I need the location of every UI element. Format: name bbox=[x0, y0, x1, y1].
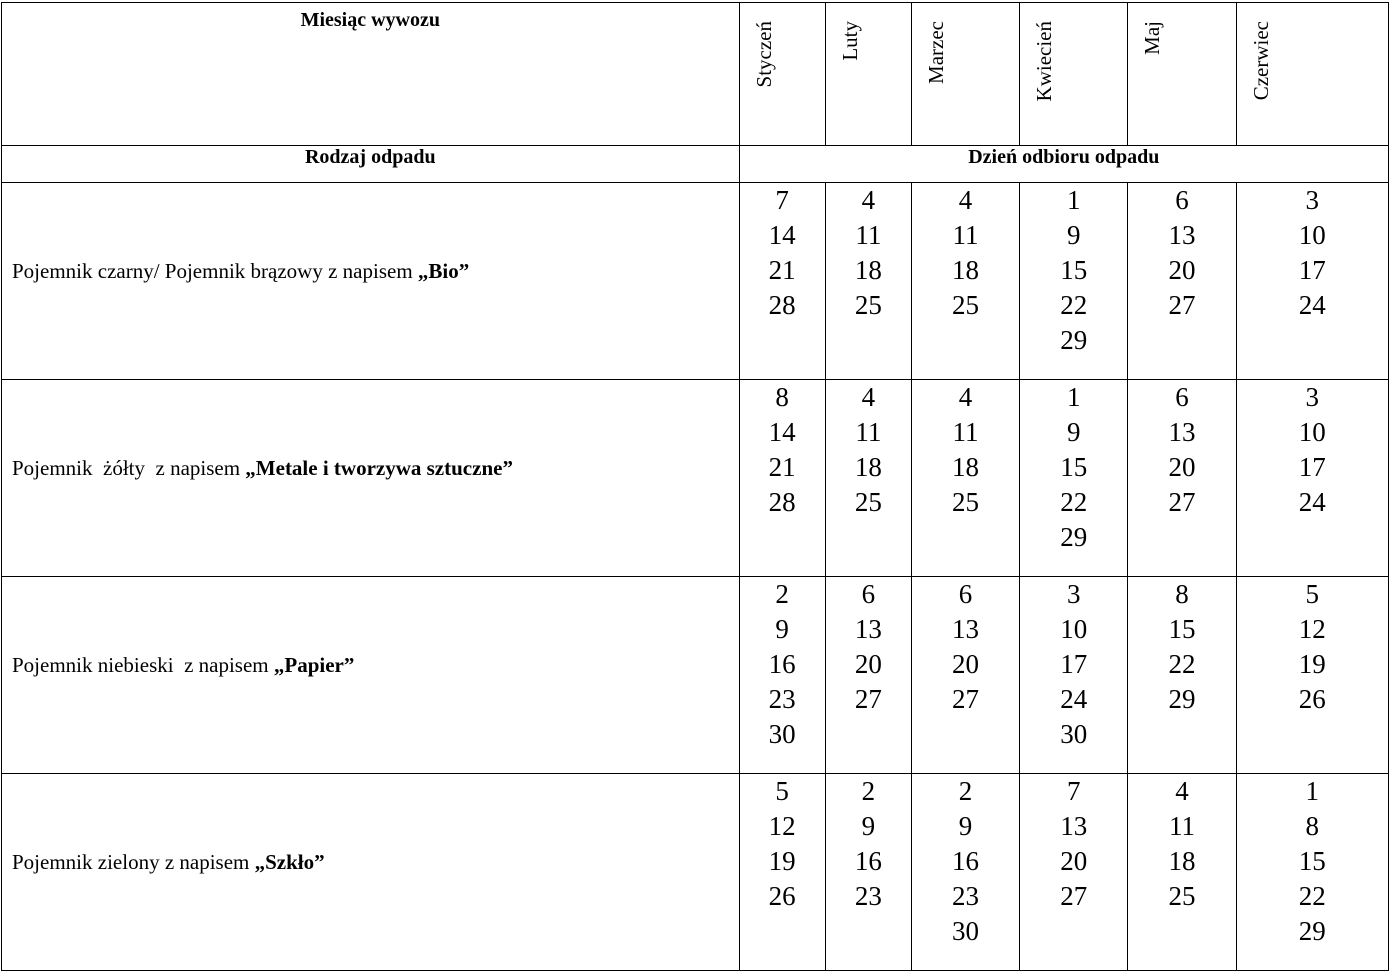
waste-type-label bbox=[2, 774, 740, 971]
pickup-day: 4 bbox=[1175, 776, 1189, 806]
pickup-day: 4 bbox=[958, 185, 973, 215]
month-header-cell bbox=[739, 3, 825, 146]
pickup-day: 29 bbox=[1168, 684, 1196, 714]
pickup-day: 18 bbox=[952, 452, 980, 482]
pickup-day: 24 bbox=[1060, 684, 1088, 714]
pickup-days-cell bbox=[911, 380, 1019, 577]
month-header-cell bbox=[1236, 3, 1388, 146]
pickup-day: 6 bbox=[1175, 382, 1189, 412]
pickup-day: 30 bbox=[768, 719, 796, 749]
pickup-day: 22 bbox=[1060, 290, 1088, 320]
pickup-days-cell bbox=[1020, 577, 1128, 774]
pickup-day: 9 bbox=[1067, 417, 1081, 447]
pickup-day: 2 bbox=[861, 776, 876, 806]
pickup-day: 4 bbox=[958, 382, 973, 412]
pickup-day: 25 bbox=[1168, 881, 1196, 911]
waste-type-label-text: Pojemnik żółty z napisem bbox=[12, 455, 246, 480]
pickup-day: 25 bbox=[952, 487, 980, 517]
pickup-day: 27 bbox=[1060, 881, 1088, 911]
pickup-day: 9 bbox=[958, 811, 973, 841]
pickup-day: 16 bbox=[768, 649, 796, 679]
pickup-day: 16 bbox=[854, 846, 882, 876]
pickup-day: 24 bbox=[1298, 487, 1326, 517]
pickup-days-cell bbox=[1020, 380, 1128, 577]
pickup-day: 27 bbox=[1168, 290, 1196, 320]
pickup-day: 29 bbox=[1298, 916, 1326, 946]
pickup-days-cell bbox=[1236, 774, 1388, 971]
pickup-day-title: Dzień odbioru odpadu bbox=[739, 146, 1388, 183]
pickup-days-cell bbox=[1128, 380, 1236, 577]
pickup-day: 28 bbox=[768, 290, 796, 320]
pickup-day: 11 bbox=[1168, 811, 1195, 841]
pickup-day: 13 bbox=[1168, 417, 1196, 447]
pickup-day: 13 bbox=[1168, 220, 1196, 250]
pickup-day: 22 bbox=[1168, 649, 1196, 679]
pickup-day: 18 bbox=[854, 255, 882, 285]
pickup-days-cell bbox=[1236, 380, 1388, 577]
table-row bbox=[2, 380, 1389, 577]
pickup-days-cell bbox=[739, 183, 825, 380]
pickup-day: 20 bbox=[854, 649, 882, 679]
pickup-day: 18 bbox=[1168, 846, 1196, 876]
month-header-cell bbox=[825, 3, 911, 146]
pickup-day: 7 bbox=[775, 185, 789, 215]
pickup-days-cell bbox=[825, 183, 911, 380]
pickup-day: 22 bbox=[1060, 487, 1088, 517]
pickup-day: 15 bbox=[1060, 452, 1088, 482]
month-title: Miesiąc wywozu bbox=[2, 3, 740, 146]
pickup-day: 11 bbox=[952, 220, 979, 250]
pickup-day: 11 bbox=[855, 417, 882, 447]
pickup-days-cell bbox=[739, 774, 825, 971]
pickup-day: 12 bbox=[1298, 614, 1326, 644]
pickup-day: 9 bbox=[775, 614, 789, 644]
waste-type-label bbox=[2, 183, 740, 380]
pickup-day: 10 bbox=[1060, 614, 1088, 644]
pickup-day: 8 bbox=[1175, 579, 1189, 609]
pickup-day: 13 bbox=[952, 614, 980, 644]
pickup-day: 4 bbox=[861, 185, 876, 215]
pickup-days-cell bbox=[1128, 577, 1236, 774]
pickup-day: 15 bbox=[1168, 614, 1196, 644]
pickup-day: 11 bbox=[952, 417, 979, 447]
pickup-day: 17 bbox=[1298, 255, 1326, 285]
pickup-days-cell bbox=[825, 577, 911, 774]
pickup-day: 8 bbox=[775, 382, 789, 412]
waste-type-tag: „Papier” bbox=[273, 652, 355, 677]
pickup-days-cell bbox=[911, 774, 1019, 971]
pickup-day: 2 bbox=[775, 579, 789, 609]
pickup-day: 19 bbox=[1298, 649, 1326, 679]
pickup-day: 15 bbox=[1298, 846, 1326, 876]
pickup-day: 10 bbox=[1298, 220, 1326, 250]
waste-type-tag: „Metale i tworzywa sztuczne” bbox=[245, 455, 513, 480]
pickup-day: 25 bbox=[854, 487, 882, 517]
pickup-day: 20 bbox=[1168, 255, 1196, 285]
pickup-day: 13 bbox=[1060, 811, 1088, 841]
month-label-june: Czerwiec bbox=[1248, 21, 1273, 101]
pickup-day: 30 bbox=[1060, 719, 1088, 749]
waste-type-label bbox=[2, 577, 740, 774]
pickup-day: 28 bbox=[768, 487, 796, 517]
month-header-cell bbox=[911, 3, 1019, 146]
pickup-days-cell bbox=[1020, 183, 1128, 380]
pickup-day: 9 bbox=[861, 811, 876, 841]
pickup-days-cell bbox=[911, 577, 1019, 774]
month-label-january: Styczeń bbox=[751, 21, 776, 88]
pickup-days-cell bbox=[739, 577, 825, 774]
pickup-day: 20 bbox=[1168, 452, 1196, 482]
pickup-days-cell bbox=[1236, 183, 1388, 380]
pickup-day: 27 bbox=[854, 684, 882, 714]
pickup-day: 2 bbox=[958, 776, 973, 806]
waste-schedule-table bbox=[1, 2, 1389, 971]
pickup-day: 6 bbox=[861, 579, 876, 609]
pickup-day: 17 bbox=[1060, 649, 1088, 679]
waste-type-label-text: Pojemnik zielony z napisem bbox=[12, 849, 255, 874]
pickup-days-cell bbox=[1020, 774, 1128, 971]
waste-type-label-text: Pojemnik czarny/ Pojemnik brązowy z napisem bbox=[12, 258, 418, 283]
waste-type-label-text: Pojemnik niebieski z napisem bbox=[12, 652, 274, 677]
waste-type-tag: „Szkło” bbox=[254, 849, 325, 874]
month-label-may: Maj bbox=[1140, 21, 1165, 55]
waste-type-label bbox=[2, 380, 740, 577]
pickup-day: 9 bbox=[1067, 220, 1081, 250]
table-row bbox=[2, 577, 1389, 774]
pickup-day: 14 bbox=[768, 220, 796, 250]
pickup-day: 5 bbox=[1305, 579, 1320, 609]
pickup-day: 27 bbox=[952, 684, 980, 714]
pickup-day: 19 bbox=[768, 846, 796, 876]
pickup-days-cell bbox=[1236, 577, 1388, 774]
pickup-day: 1 bbox=[1305, 776, 1320, 806]
month-header-cell bbox=[1020, 3, 1128, 146]
pickup-day: 6 bbox=[1175, 185, 1189, 215]
pickup-day: 6 bbox=[958, 579, 973, 609]
pickup-day: 23 bbox=[854, 881, 882, 911]
pickup-day: 27 bbox=[1168, 487, 1196, 517]
pickup-days-cell bbox=[911, 183, 1019, 380]
pickup-day: 3 bbox=[1305, 185, 1320, 215]
schedule-body bbox=[2, 183, 1389, 971]
pickup-day: 25 bbox=[952, 290, 980, 320]
month-header-cell bbox=[1128, 3, 1236, 146]
waste-type-title: Rodzaj odpadu bbox=[2, 146, 740, 183]
table-row bbox=[2, 774, 1389, 971]
pickup-day: 5 bbox=[775, 776, 789, 806]
pickup-day: 16 bbox=[952, 846, 980, 876]
pickup-day: 29 bbox=[1060, 522, 1088, 552]
pickup-day: 7 bbox=[1067, 776, 1081, 806]
pickup-day: 20 bbox=[952, 649, 980, 679]
pickup-day: 24 bbox=[1298, 290, 1326, 320]
pickup-days-cell bbox=[825, 774, 911, 971]
pickup-day: 21 bbox=[768, 452, 796, 482]
pickup-day: 26 bbox=[768, 881, 796, 911]
pickup-day: 29 bbox=[1060, 325, 1088, 355]
pickup-day: 20 bbox=[1060, 846, 1088, 876]
pickup-day: 18 bbox=[952, 255, 980, 285]
pickup-day: 22 bbox=[1298, 881, 1326, 911]
pickup-days-cell bbox=[739, 380, 825, 577]
month-label-february: Luty bbox=[837, 21, 862, 61]
pickup-day: 12 bbox=[768, 811, 796, 841]
column-header-row bbox=[2, 146, 1389, 183]
pickup-day: 11 bbox=[855, 220, 882, 250]
pickup-day: 1 bbox=[1067, 382, 1081, 412]
month-header-row bbox=[2, 3, 1389, 146]
month-label-april: Kwiecień bbox=[1032, 21, 1057, 102]
pickup-day: 13 bbox=[854, 614, 882, 644]
table-row bbox=[2, 183, 1389, 380]
pickup-day: 18 bbox=[854, 452, 882, 482]
pickup-day: 26 bbox=[1298, 684, 1326, 714]
waste-type-tag: „Bio” bbox=[417, 258, 470, 283]
pickup-day: 1 bbox=[1067, 185, 1081, 215]
pickup-day: 14 bbox=[768, 417, 796, 447]
pickup-day: 30 bbox=[952, 916, 980, 946]
pickup-day: 23 bbox=[768, 684, 796, 714]
pickup-day: 4 bbox=[861, 382, 876, 412]
month-label-march: Marzec bbox=[923, 21, 948, 84]
pickup-day: 21 bbox=[768, 255, 796, 285]
pickup-day: 17 bbox=[1298, 452, 1326, 482]
pickup-day: 10 bbox=[1298, 417, 1326, 447]
pickup-days-cell bbox=[1128, 774, 1236, 971]
pickup-days-cell bbox=[1128, 183, 1236, 380]
pickup-day: 3 bbox=[1067, 579, 1081, 609]
pickup-day: 15 bbox=[1060, 255, 1088, 285]
pickup-day: 8 bbox=[1305, 811, 1320, 841]
pickup-day: 3 bbox=[1305, 382, 1320, 412]
pickup-days-cell bbox=[825, 380, 911, 577]
pickup-day: 25 bbox=[854, 290, 882, 320]
pickup-day: 23 bbox=[952, 881, 980, 911]
